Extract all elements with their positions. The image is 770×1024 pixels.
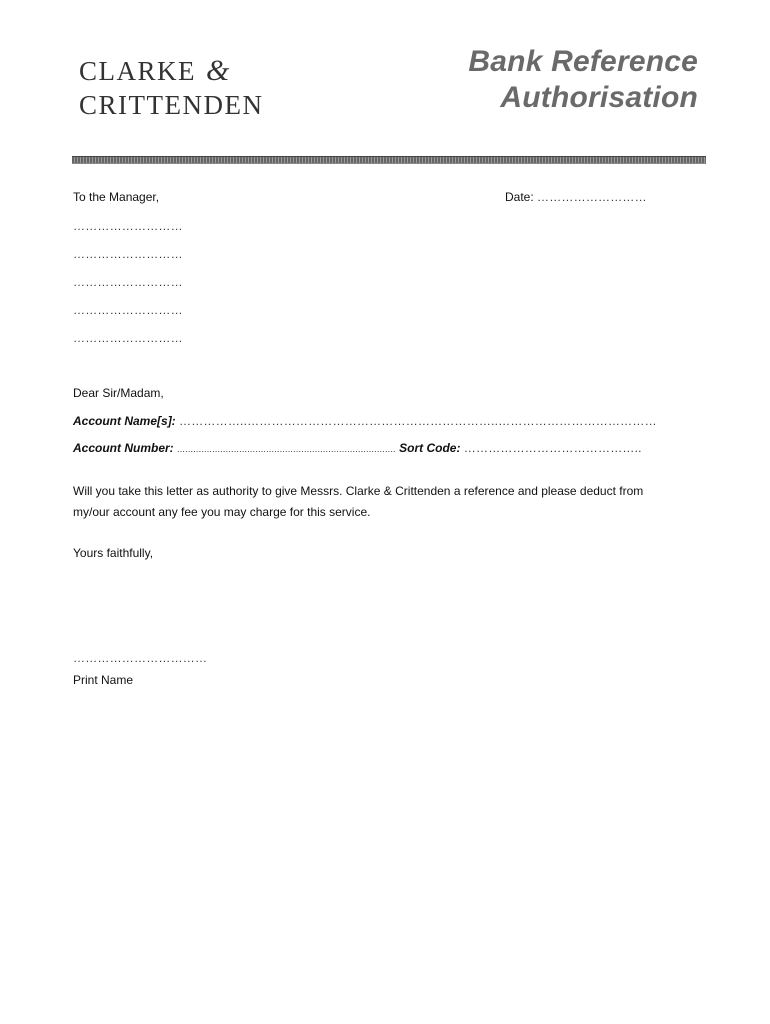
salutation: Dear Sir/Madam, bbox=[73, 386, 164, 400]
address-line-4: ……………………… bbox=[73, 303, 183, 317]
logo-line-1: CLARKE bbox=[79, 56, 196, 86]
account-name-field bbox=[73, 414, 657, 428]
sort-code-label: Sort Code: bbox=[399, 441, 461, 455]
closing: Yours faithfully, bbox=[73, 546, 154, 560]
account-number-blank: ................................................................................. bbox=[177, 444, 396, 454]
address-line-5: ……………………… bbox=[73, 331, 183, 345]
header-divider bbox=[72, 156, 706, 164]
date-field bbox=[505, 190, 647, 204]
body-line-1: Will you take this letter as authority to give Messrs. Clarke & Crittenden a reference and please deduct from bbox=[73, 484, 644, 498]
address-line-1: ……………………… bbox=[73, 219, 183, 233]
logo-line-2: CRITTENDEN bbox=[79, 90, 264, 120]
print-name-label: Print Name bbox=[73, 673, 134, 687]
address-line-3: ……………………… bbox=[73, 275, 183, 289]
date-blank: ……………………… bbox=[537, 190, 647, 204]
body-line-2: my/our account any fee you may charge for this service. bbox=[73, 505, 371, 519]
recipient-label: To the Manager, bbox=[73, 190, 160, 204]
title-line-2: Authorisation bbox=[500, 81, 698, 114]
address-line-2: ……………………… bbox=[73, 247, 183, 261]
account-name-blank: ……………..……………………………………………………..………………………………… bbox=[179, 414, 657, 428]
signature-line: …………………………… bbox=[73, 651, 208, 665]
company-logo bbox=[79, 54, 263, 122]
account-name-label: Account Name[s]: bbox=[73, 414, 176, 428]
title-line-1: Bank Reference bbox=[468, 45, 698, 78]
sort-code-blank: …………………………………….. bbox=[463, 441, 642, 455]
document-title bbox=[468, 44, 698, 116]
date-label: Date: bbox=[505, 190, 534, 204]
account-number-field bbox=[73, 441, 642, 456]
account-number-label: Account Number: bbox=[73, 441, 174, 455]
logo-ampersand: & bbox=[206, 54, 230, 87]
